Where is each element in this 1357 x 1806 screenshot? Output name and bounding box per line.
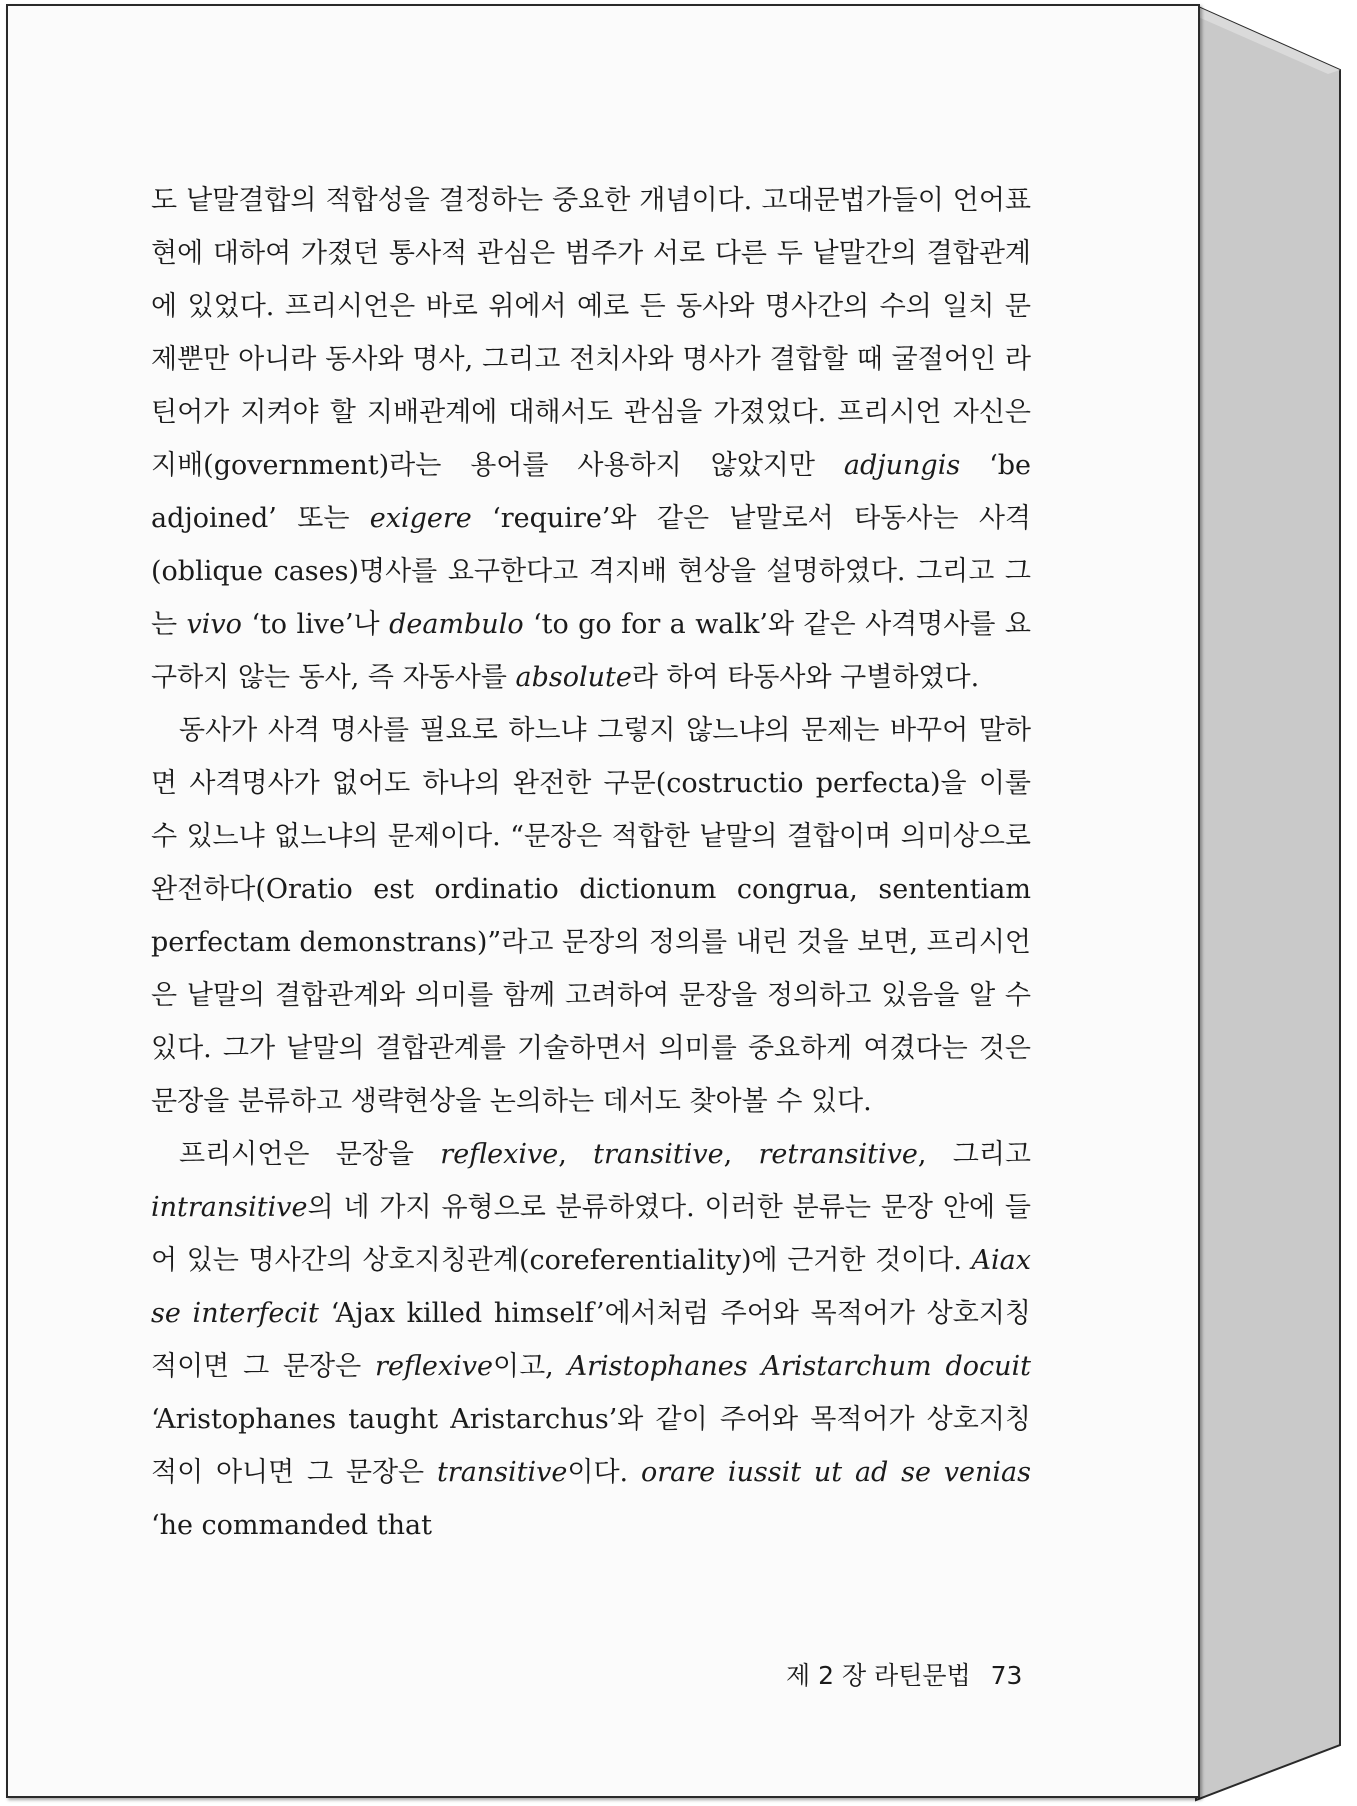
- text-run: ,: [723, 1139, 759, 1170]
- page-footer: [786, 1656, 1022, 1692]
- page-number: 73: [990, 1661, 1023, 1690]
- text-run: 동사가 사격 명사를 필요로 하느냐 그렇지 않느냐의 문제는 바꾸어 말하면 사격명사가 없어도 하나의 완전한 구문(costructio perfecta)을 이룰 수 있느냐 없느냐의 문제이다. “문장은 적합한 낱말의 결합이며 의미상으로 완전하다(Oratio est ordinatio dictionum congrua, sententiam perfectam demonstrans)”라고 문장의 정의를 내린 것을 보면, 프리시언은 낱말의 결합관계와 의미를 함께 고려하여 문장을 정의하고 있음을 알 수 있다. 그가 낱말의 결합관계를 기술하면서 의미를 중요하게 여겼다는 것은 문장을 분류하고 생략현상을 논의하는 데서도 찾아볼 수 있다.: [151, 715, 1031, 1117]
- italic-term: absolute: [515, 662, 632, 693]
- text-run: ‘to go for a walk’와 같은 사격명사를 요구하지 않는 동사, 즉 자동사를: [151, 609, 1031, 693]
- italic-term: Aristophanes Aristarchum docuit: [567, 1351, 1031, 1382]
- italic-term: deambulo: [389, 609, 524, 640]
- italic-term: intransitive: [151, 1192, 308, 1223]
- italic-term: transitive: [436, 1457, 568, 1488]
- italic-term: retransitive: [758, 1139, 918, 1170]
- italic-term: reflexive: [375, 1351, 493, 1382]
- italic-term: transitive: [593, 1139, 724, 1170]
- chapter-title: 제 2 장 라틴문법: [786, 1661, 971, 1690]
- text-run: 도 낱말결합의 적합성을 결정하는 중요한 개념이다. 고대문법가들이 언어표현에 대하여 가졌던 통사적 관심은 범주가 서로 다른 두 낱말간의 결합관계에 있었다. 프리시언은 바로 위에서 예로 든 동사와 명사간의 수의 일치 문제뿐만 아니라 동사와 명사, 그리고 전치사와 명사가 결합할 때 굴절어인 라틴어가 지켜야 할 지배관계에 대해서도 관심을 가졌었다. 프리시언 자신은 지배(government)라는 용어를 사용하지 않았지만: [151, 185, 1031, 481]
- text-run: 의 네 가지 유형으로 분류하였다. 이러한 분류는 문장 안에 들어 있는 명사간의 상호지칭관계(coreferentiality)에 근거한 것이다.: [151, 1192, 1031, 1276]
- text-run: 이고,: [493, 1351, 568, 1382]
- italic-term: orare iussit ut ad se venias: [640, 1457, 1031, 1488]
- paragraph: [151, 1128, 1031, 1552]
- italic-term: reflexive: [440, 1139, 559, 1170]
- text-run: 이다.: [567, 1457, 641, 1488]
- page-body-text: [151, 174, 1031, 1552]
- italic-term: vivo: [186, 609, 242, 640]
- text-run: ,: [558, 1139, 594, 1170]
- paragraph: [151, 174, 1031, 704]
- book-page: [6, 4, 1200, 1798]
- text-run: 프리시언은 문장을: [179, 1139, 441, 1170]
- text-run: ‘to live’나: [241, 609, 390, 640]
- paragraph: [151, 704, 1031, 1128]
- text-run: ‘he commanded that: [151, 1510, 432, 1541]
- text-run: ‘require’와 같은 낱말로서 타동사는 사격(oblique cases)명사를 요구한다고 격지배 현상을 설명하였다. 그리고 그는: [151, 503, 1031, 640]
- text-run: , 그리고: [917, 1139, 1031, 1170]
- text-run: 라 하여 타동사와 구별하였다.: [631, 662, 980, 693]
- text-run: ‘be adjoined’ 또는: [151, 450, 1031, 534]
- text-run: ‘Aristophanes taught Aristarchus’와 같이 주어와 목적어가 상호지칭적이 아니면 그 문장은: [151, 1404, 1031, 1488]
- italic-term: adjungis: [843, 450, 961, 481]
- italic-term: exigere: [369, 503, 472, 534]
- italic-term: Aiax se interfecit: [151, 1245, 1031, 1329]
- text-run: ‘Ajax killed himself’에서처럼 주어와 목적어가 상호지칭적이면 그 문장은: [151, 1298, 1031, 1382]
